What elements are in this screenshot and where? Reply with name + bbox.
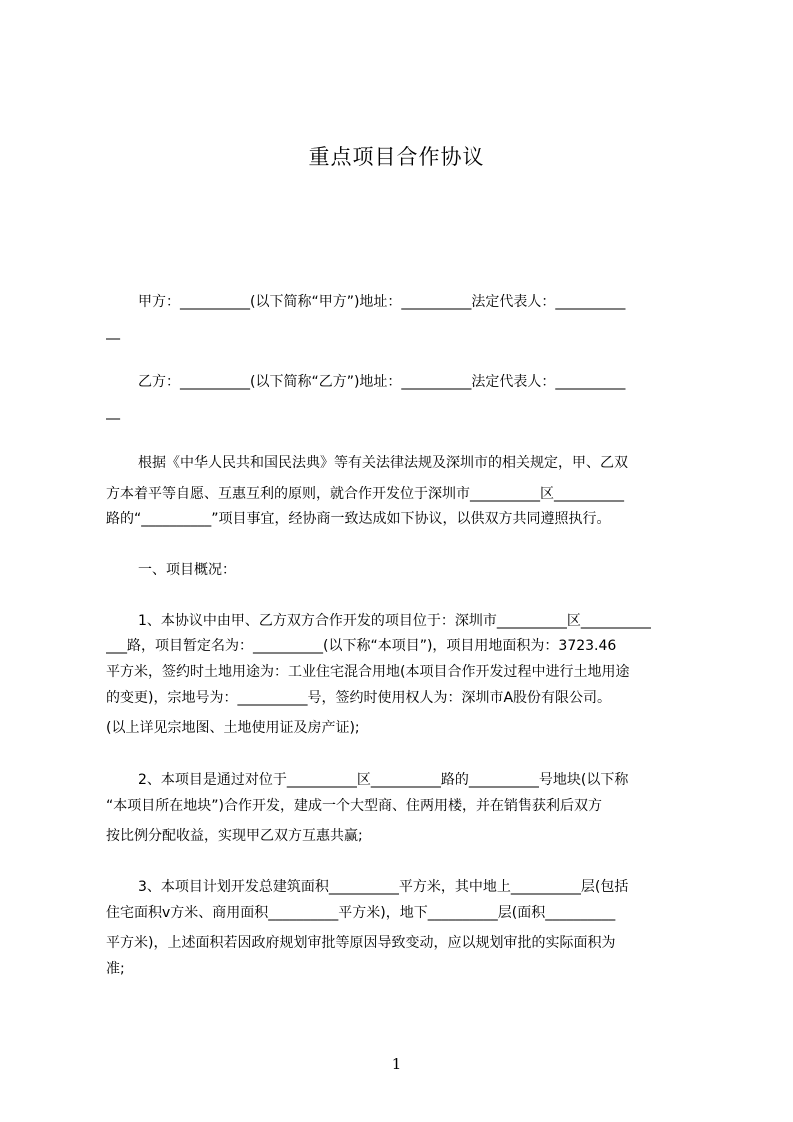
section-heading: 一、项目概况： — [138, 562, 236, 578]
clause-2-line: 2、本项目是通过对位于__________区__________路的__________号地块(以下称 — [138, 772, 629, 788]
clause-3-line: 平方米)，上述面积若因政府规划审批等原因导致变动，应以规划审批的实际面积为 — [106, 935, 616, 951]
clause-3-line: 3、本项目计划开发总建筑面积__________平方米，其中地上__________层(包括 — [138, 879, 629, 895]
clause-1-line: ___路，项目暂定名为：__________(以下称“本项目”)，项目用地面积为：3723.46 — [106, 638, 617, 654]
party-b-line: 乙方：__________(以下简称“乙方”)地址：__________法定代表人：__________ — [138, 374, 626, 390]
party-a-continuation: __ — [106, 324, 120, 340]
party-a-line: 甲方：__________(以下简称“甲方”)地址：__________法定代表人：__________ — [138, 294, 626, 310]
preamble-line: 路的“__________”项目事宜，经协商一致达成如下协议，以供双方共同遵照执行。 — [106, 511, 611, 527]
preamble-line: 根据《中华人民共和国民法典》等有关法律法规及深圳市的相关规定，甲、乙双 — [138, 455, 628, 471]
clause-3-line: 准; — [106, 961, 125, 977]
party-b-continuation: __ — [106, 404, 120, 420]
clause-3-line: 住宅面积v方米、商用面积__________平方米)，地下__________层(面积__________ — [106, 905, 616, 921]
clause-1-line: 平方米，签约时土地用途为：工业住宅混合用地(本项目合作开发过程中进行土地用途 — [106, 664, 630, 680]
clause-2-line: “本项目所在地块”)合作开发，建成一个大型商、住两用楼，并在销售获利后双方 — [106, 798, 602, 814]
page-number: 1 — [391, 1055, 402, 1073]
clause-2-line: 按比例分配收益，实现甲乙双方互惠共赢; — [106, 828, 363, 844]
clause-1-line: (以上详见宗地图、土地使用证及房产证); — [106, 720, 360, 736]
clause-1-line: 1、本协议中由甲、乙方双方合作开发的项目位于：深圳市__________区__________ — [138, 613, 651, 629]
preamble-line: 方本着平等自愿、互惠互利的原则，就合作开发位于深圳市__________区__________ — [106, 486, 624, 502]
document-title: 重点项目合作协议 — [308, 145, 485, 169]
clause-1-line: 的变更)，宗地号为：__________号，签约时使用权人为：深圳市A股份有限公司。 — [106, 690, 612, 706]
